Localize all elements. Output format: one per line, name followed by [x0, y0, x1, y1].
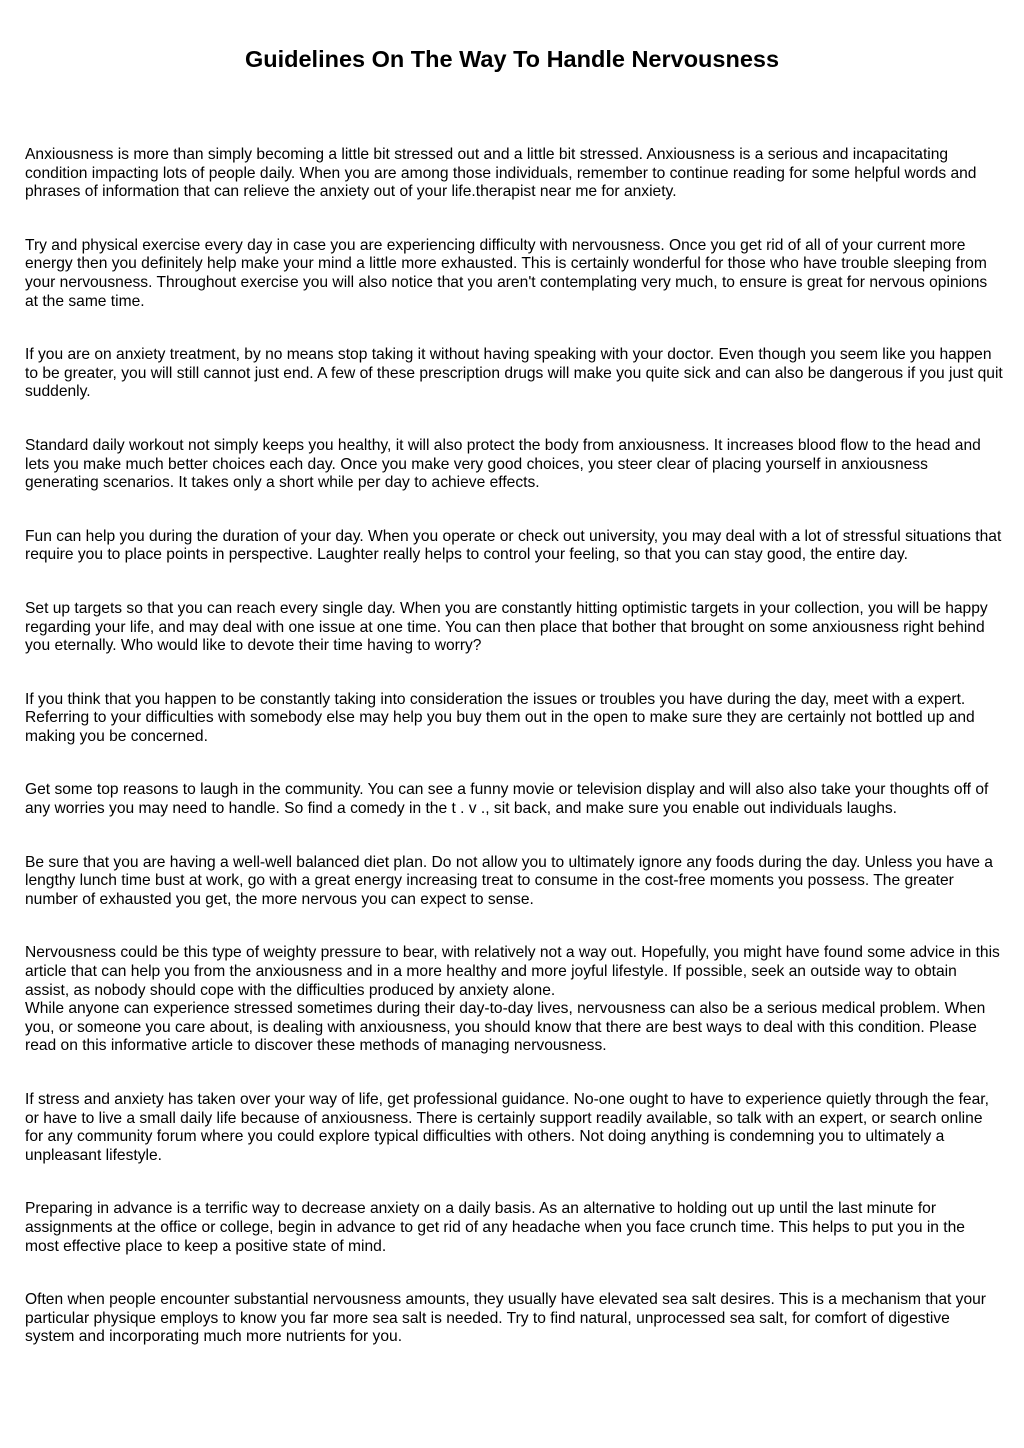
- paragraph-12: If stress and anxiety has taken over your way of life, get professional guidance. No-one ought to have to experience quietly through the fear, or have to live a small daily life because of anxiousness. There is certainly support readily available, so talk with an expert, or search online for any community forum where you could explore typical difficulties with others. Not doing anything is condemning you to ultimately a unpleasant lifestyle.: [25, 1091, 989, 1164]
- paragraph-11: While anyone can experience stressed sometimes during their day-to-day lives, nervousness can also be a serious medical problem. When you, or someone you care about, is dealing with anxiousness, you should know that there are best ways to deal with this condition. Please read on this informative article to discover these methods of managing nervousness.: [25, 1000, 986, 1055]
- paragraph-1: Anxiousness is more than simply becoming a little bit stressed out and a little bit stressed. Anxiousness is a serious and incapacitating condition impacting lots of people daily. When you are among those individuals, remember to continue reading for some helpful words and phrases of information that can relieve the anxiety out of your life.therapist near me for anxiety.: [25, 146, 977, 201]
- paragraph-8: Get some top reasons to laugh in the community. You can see a funny movie or television display and will also also take your thoughts off of any worries you may need to handle. So find a comedy in the t . v ., sit back, and make sure you enable out individuals laughs.: [25, 781, 989, 818]
- paragraph-3: If you are on anxiety treatment, by no means stop taking it without having speaking with your doctor. Even though you seem like you happen to be greater, you will still cannot just end. A few of these prescription drugs will make you quite sick and can also be dangerous if you just quit suddenly.: [25, 346, 1003, 401]
- paragraph-10: Nervousness could be this type of weighty pressure to bear, with relatively not a way out. Hopefully, you might have found some advice in this article that can help you from the anxiousness and in a more healthy and more joyful lifestyle. If possible, seek an outside way to obtain assist, as nobody should cope with the difficulties produced by anxiety alone.: [25, 944, 1000, 999]
- paragraph-7: If you think that you happen to be constantly taking into consideration the issues or troubles you have during the day, meet with a expert. Referring to your difficulties with somebody else may help you buy them out in the open to make sure they are certainly not bottled up and making you be concerned.: [25, 690, 975, 745]
- page-title: Guidelines On The Way To Handle Nervousness: [244, 46, 780, 72]
- paragraph-4: Standard daily workout not simply keeps you healthy, it will also protect the body from anxiousness. It increases blood flow to the head and lets you make much better choices each day. Once you make very good choices, you steer clear of placing yourself in anxiousness generating scenarios. It takes only a short while per day to achieve effects.: [25, 436, 981, 492]
- paragraph-9: Be sure that you are having a well-well balanced diet plan. Do not allow you to ultimately ignore any foods during the day. Unless you have a lengthy lunch time bust at work, go with a great energy increasing treat to consume in the cost-free moments you possess. The greater number of exhausted you get, the more nervous you can expect to sense.: [25, 853, 993, 908]
- document-body: [25, 146, 1003, 1382]
- paragraph-13: Preparing in advance is a terrific way to decrease anxiety on a daily basis. As an alternative to holding out up until the last minute for assignments at the office or college, begin in advance to get rid of any headache when you face crunch time. This helps to put you in the most effective place to keep a positive state of mind.: [25, 1200, 965, 1255]
- paragraph-6: Set up targets so that you can reach every single day. When you are constantly hitting optimistic targets in your collection, you will be happy regarding your life, and may deal with one issue at one time. You can then place that bother that brought on some anxiousness right behind you eternally. Who would like to devote their time having to worry?: [25, 599, 988, 655]
- paragraph-2: Try and physical exercise every day in case you are experiencing difficulty with nervousness. Once you get rid of all of your current more energy then you definitely help make your mind a little more exhausted. This is certainly wonderful for those who have trouble sleeping from your nervousness. Throughout exercise you will also notice that you aren't contemplating very much, to ensure is great for nervous opinions at the same time.: [25, 236, 988, 310]
- paragraph-14: Often when people encounter substantial nervousness amounts, they usually have elevated sea salt desires. This is a mechanism that your particular physique employs to know you far more sea salt is needed. Try to find natural, unprocessed sea salt, for comfort of digestive system and incorporating much more nutrients for you.: [25, 1291, 987, 1346]
- paragraph-5: Fun can help you during the duration of your day. When you operate or check out university, you may deal with a lot of stressful situations that require you to place points in perspective. Laughter really helps to control your feeling, so that you can stay good, the entire day.: [25, 527, 1002, 564]
